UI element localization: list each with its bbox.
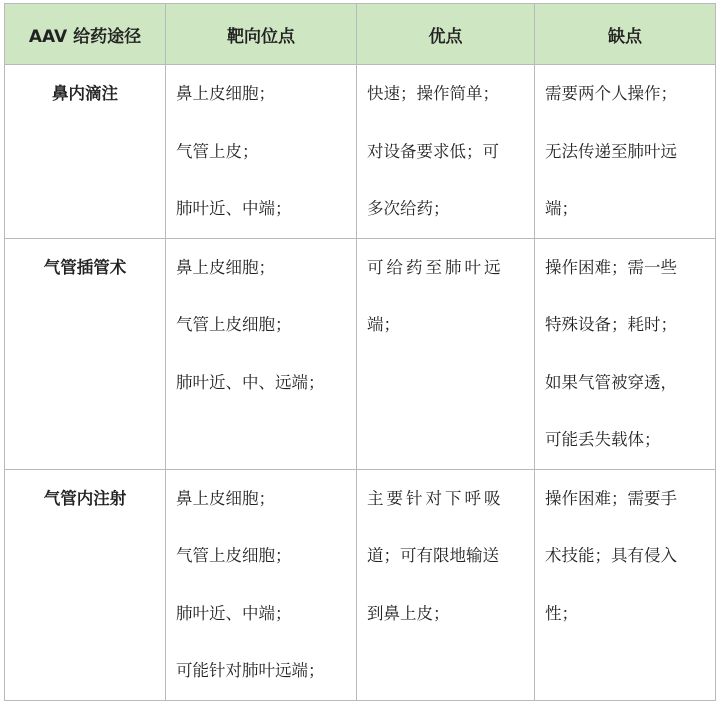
cons-line: 无法传递至肺叶远 [545,141,677,161]
route-cell [5,65,166,239]
target-cell [166,238,357,469]
target-line: 气管上皮细胞； [176,315,292,334]
target-line: 可能针对肺叶远端； [176,661,325,680]
target-line: 肺叶近、中端； [176,199,292,218]
pros-line: 到鼻上皮； [367,603,450,623]
cons-line: 操作困难；需一些 [545,257,677,277]
cons-line: 特殊设备；耗时； [545,315,677,334]
cons-line: 端； [545,199,578,218]
pros-line: 对设备要求低；可 [367,141,499,161]
cons-line: 术技能；具有侵入 [545,546,677,565]
pros-line: 端； [367,315,400,334]
cons-line: 需要两个人操作； [545,84,677,103]
route-cell [5,469,166,700]
pros-line: 可给药至肺叶远 [367,257,504,277]
route-cell [5,238,166,469]
cons-line: 性； [545,603,578,623]
pros-line: 快速；操作简单； [367,84,499,103]
target-line: 气管上皮； [176,141,259,161]
pros-line: 主要针对下呼吸 [367,488,504,508]
target-line: 肺叶近、中、远端； [176,372,325,392]
target-cell [166,65,357,239]
cons-line: 可能丢失载体； [545,430,661,449]
target-line: 肺叶近、中端； [176,603,292,623]
target-line: 鼻上皮细胞； [176,257,275,277]
cons-cell [535,469,716,700]
aav-delivery-table [4,3,716,701]
cons-cell [535,65,716,239]
target-cell [166,469,357,700]
header-row [5,4,716,65]
cons-cell [535,238,716,469]
header-cons: 缺点 [535,4,716,65]
target-line: 鼻上皮细胞； [176,84,275,103]
route-label: 气管插管术 [43,257,127,277]
pros-cell [357,238,535,469]
route-label: 鼻内滴注 [52,84,118,103]
table-row [5,65,716,239]
pros-line: 道；可有限地输送 [367,546,499,565]
header-route: AAV 给药途径 [5,4,166,65]
pros-cell [357,65,535,239]
table-row [5,238,716,469]
header-pros: 优点 [357,4,535,65]
table-row [5,469,716,700]
cons-line: 如果气管被穿透， [545,372,677,392]
target-line: 鼻上皮细胞； [176,488,275,508]
route-label: 气管内注射 [43,488,127,508]
pros-line: 多次给药； [367,199,450,218]
pros-cell [357,469,535,700]
header-target: 靶向位点 [166,4,357,65]
cons-line: 操作困难；需要手 [545,488,677,508]
target-line: 气管上皮细胞； [176,546,292,565]
